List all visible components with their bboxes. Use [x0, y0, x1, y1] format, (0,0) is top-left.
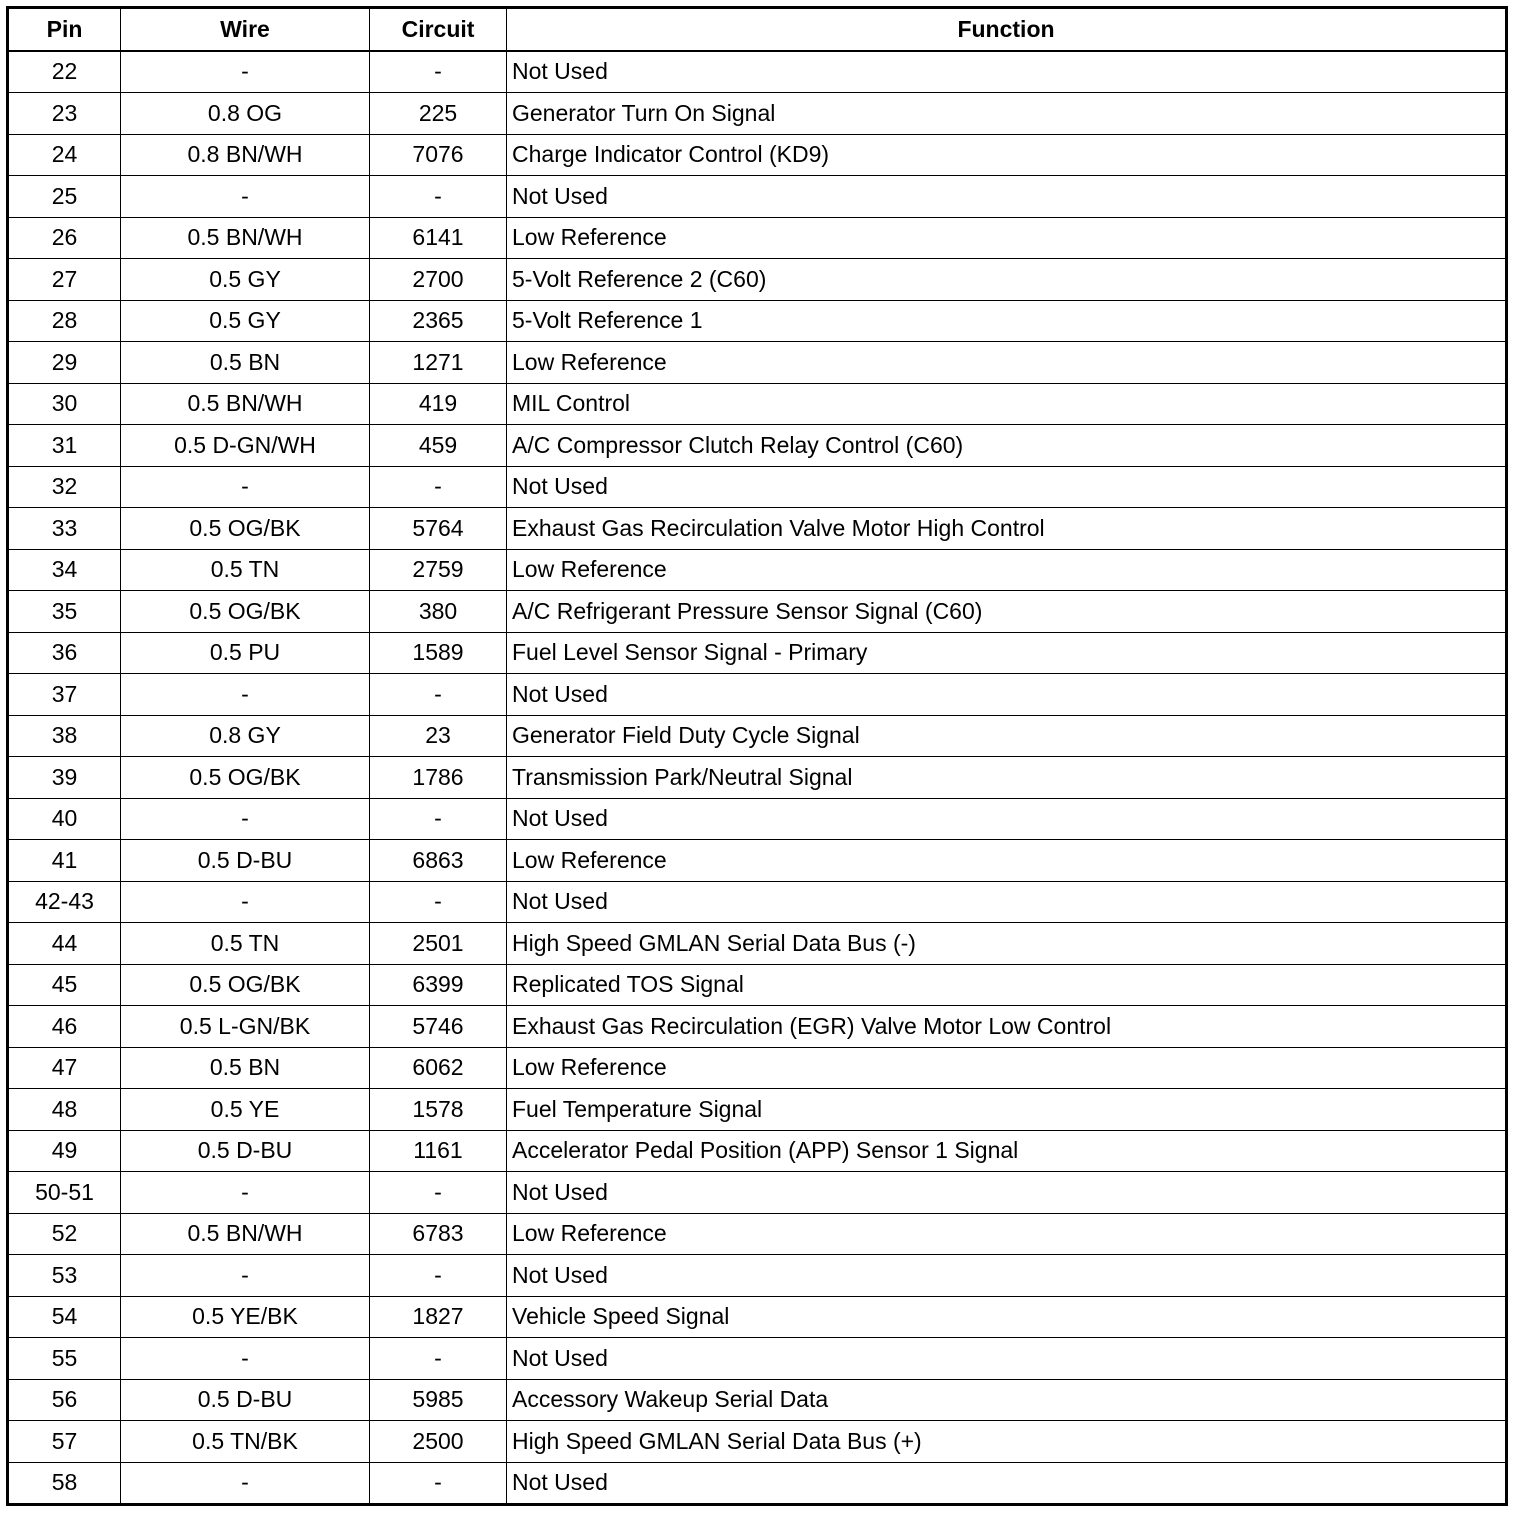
table-row: [8, 93, 1507, 135]
cell-circuit: 6062: [370, 1047, 507, 1089]
cell-circuit: 2365: [370, 300, 507, 342]
cell-wire: -: [121, 674, 370, 716]
cell-circuit: 5764: [370, 508, 507, 550]
table-header: [8, 8, 1507, 51]
cell-pin: 26: [8, 217, 121, 259]
table-row: [8, 591, 1507, 633]
cell-circuit: 419: [370, 383, 507, 425]
table-row: [8, 259, 1507, 301]
cell-function: Fuel Level Sensor Signal - Primary: [507, 632, 1507, 674]
cell-wire: -: [121, 1462, 370, 1505]
cell-wire: 0.5 OG/BK: [121, 508, 370, 550]
cell-circuit: -: [370, 1462, 507, 1505]
cell-function: Vehicle Speed Signal: [507, 1296, 1507, 1338]
table-row: [8, 300, 1507, 342]
cell-wire: 0.5 TN: [121, 923, 370, 965]
cell-wire: 0.5 TN: [121, 549, 370, 591]
cell-function: A/C Refrigerant Pressure Sensor Signal (C60): [507, 591, 1507, 633]
table-row: [8, 134, 1507, 176]
cell-circuit: 1161: [370, 1130, 507, 1172]
cell-wire: 0.5 YE: [121, 1089, 370, 1131]
table-row: [8, 798, 1507, 840]
cell-wire: 0.5 D-GN/WH: [121, 425, 370, 467]
cell-pin: 27: [8, 259, 121, 301]
cell-pin: 33: [8, 508, 121, 550]
cell-function: 5-Volt Reference 1: [507, 300, 1507, 342]
cell-wire: -: [121, 176, 370, 218]
cell-function: Not Used: [507, 798, 1507, 840]
cell-pin: 48: [8, 1089, 121, 1131]
cell-wire: 0.5 OG/BK: [121, 964, 370, 1006]
table-row: [8, 1047, 1507, 1089]
cell-wire: 0.5 D-BU: [121, 1379, 370, 1421]
cell-circuit: 6399: [370, 964, 507, 1006]
header-row: [8, 8, 1507, 51]
cell-wire: 0.5 BN: [121, 1047, 370, 1089]
cell-circuit: 459: [370, 425, 507, 467]
cell-wire: 0.5 D-BU: [121, 1130, 370, 1172]
cell-pin: 46: [8, 1006, 121, 1048]
cell-wire: 0.8 OG: [121, 93, 370, 135]
cell-function: Exhaust Gas Recirculation (EGR) Valve Motor Low Control: [507, 1006, 1507, 1048]
cell-wire: 0.5 BN/WH: [121, 217, 370, 259]
cell-wire: 0.8 BN/WH: [121, 134, 370, 176]
cell-wire: 0.5 TN/BK: [121, 1421, 370, 1463]
table-row: [8, 964, 1507, 1006]
table-row: [8, 1172, 1507, 1214]
cell-function: Replicated TOS Signal: [507, 964, 1507, 1006]
cell-function: Not Used: [507, 1338, 1507, 1380]
table-row: [8, 342, 1507, 384]
cell-wire: -: [121, 798, 370, 840]
cell-pin: 41: [8, 840, 121, 882]
cell-circuit: 6783: [370, 1213, 507, 1255]
cell-pin: 47: [8, 1047, 121, 1089]
cell-pin: 45: [8, 964, 121, 1006]
cell-wire: 0.5 GY: [121, 300, 370, 342]
table-row: [8, 715, 1507, 757]
cell-function: Transmission Park/Neutral Signal: [507, 757, 1507, 799]
table-row: [8, 1421, 1507, 1463]
header-circuit: Circuit: [370, 8, 507, 51]
cell-wire: -: [121, 1338, 370, 1380]
table-row: [8, 1338, 1507, 1380]
table-row: [8, 1462, 1507, 1505]
cell-pin: 38: [8, 715, 121, 757]
table-row: [8, 1379, 1507, 1421]
cell-wire: 0.5 YE/BK: [121, 1296, 370, 1338]
cell-wire: 0.5 BN/WH: [121, 383, 370, 425]
cell-function: Not Used: [507, 674, 1507, 716]
cell-circuit: -: [370, 1172, 507, 1214]
cell-pin: 52: [8, 1213, 121, 1255]
cell-pin: 28: [8, 300, 121, 342]
table-row: [8, 549, 1507, 591]
cell-function: 5-Volt Reference 2 (C60): [507, 259, 1507, 301]
cell-pin: 23: [8, 93, 121, 135]
cell-pin: 29: [8, 342, 121, 384]
cell-function: Generator Turn On Signal: [507, 93, 1507, 135]
cell-circuit: 23: [370, 715, 507, 757]
cell-function: Low Reference: [507, 1213, 1507, 1255]
cell-circuit: 1827: [370, 1296, 507, 1338]
cell-wire: 0.5 BN: [121, 342, 370, 384]
header-function: Function: [507, 8, 1507, 51]
cell-wire: 0.5 PU: [121, 632, 370, 674]
cell-wire: 0.5 OG/BK: [121, 757, 370, 799]
cell-function: Not Used: [507, 51, 1507, 93]
cell-circuit: 2501: [370, 923, 507, 965]
cell-function: Low Reference: [507, 1047, 1507, 1089]
cell-circuit: -: [370, 881, 507, 923]
cell-function: Not Used: [507, 1172, 1507, 1214]
cell-pin: 32: [8, 466, 121, 508]
cell-circuit: -: [370, 466, 507, 508]
cell-pin: 30: [8, 383, 121, 425]
cell-circuit: 1786: [370, 757, 507, 799]
cell-wire: -: [121, 51, 370, 93]
cell-pin: 37: [8, 674, 121, 716]
cell-function: Low Reference: [507, 549, 1507, 591]
cell-pin: 36: [8, 632, 121, 674]
table-row: [8, 757, 1507, 799]
cell-circuit: 5746: [370, 1006, 507, 1048]
cell-wire: -: [121, 1172, 370, 1214]
cell-wire: 0.8 GY: [121, 715, 370, 757]
table-row: [8, 425, 1507, 467]
cell-function: High Speed GMLAN Serial Data Bus (+): [507, 1421, 1507, 1463]
cell-pin: 22: [8, 51, 121, 93]
cell-pin: 39: [8, 757, 121, 799]
cell-pin: 31: [8, 425, 121, 467]
cell-pin: 55: [8, 1338, 121, 1380]
cell-function: Accessory Wakeup Serial Data: [507, 1379, 1507, 1421]
cell-circuit: 5985: [370, 1379, 507, 1421]
table-row: [8, 1006, 1507, 1048]
cell-circuit: 380: [370, 591, 507, 633]
cell-function: MIL Control: [507, 383, 1507, 425]
cell-circuit: -: [370, 674, 507, 716]
cell-function: Not Used: [507, 881, 1507, 923]
cell-function: Accelerator Pedal Position (APP) Sensor 1 Signal: [507, 1130, 1507, 1172]
cell-pin: 49: [8, 1130, 121, 1172]
cell-function: Not Used: [507, 176, 1507, 218]
cell-circuit: -: [370, 1255, 507, 1297]
cell-circuit: -: [370, 798, 507, 840]
table-row: [8, 840, 1507, 882]
cell-wire: -: [121, 466, 370, 508]
cell-pin: 24: [8, 134, 121, 176]
cell-circuit: -: [370, 1338, 507, 1380]
cell-function: Low Reference: [507, 217, 1507, 259]
cell-circuit: 2759: [370, 549, 507, 591]
cell-circuit: 1578: [370, 1089, 507, 1131]
cell-pin: 57: [8, 1421, 121, 1463]
cell-function: Not Used: [507, 466, 1507, 508]
cell-pin: 34: [8, 549, 121, 591]
cell-wire: 0.5 D-BU: [121, 840, 370, 882]
cell-wire: 0.5 BN/WH: [121, 1213, 370, 1255]
cell-circuit: 7076: [370, 134, 507, 176]
cell-pin: 40: [8, 798, 121, 840]
cell-function: Exhaust Gas Recirculation Valve Motor High Control: [507, 508, 1507, 550]
cell-circuit: 225: [370, 93, 507, 135]
table-row: [8, 217, 1507, 259]
table-row: [8, 881, 1507, 923]
table-row: [8, 923, 1507, 965]
table-row: [8, 1213, 1507, 1255]
table-row: [8, 632, 1507, 674]
cell-circuit: -: [370, 176, 507, 218]
cell-function: Not Used: [507, 1462, 1507, 1505]
cell-circuit: 1271: [370, 342, 507, 384]
table-row: [8, 1296, 1507, 1338]
cell-pin: 35: [8, 591, 121, 633]
cell-circuit: 2700: [370, 259, 507, 301]
cell-pin: 50-51: [8, 1172, 121, 1214]
cell-pin: 42-43: [8, 881, 121, 923]
cell-pin: 54: [8, 1296, 121, 1338]
cell-wire: 0.5 OG/BK: [121, 591, 370, 633]
cell-circuit: -: [370, 51, 507, 93]
cell-function: Generator Field Duty Cycle Signal: [507, 715, 1507, 757]
table-row: [8, 1130, 1507, 1172]
cell-pin: 25: [8, 176, 121, 218]
cell-function: Low Reference: [507, 342, 1507, 384]
table-row: [8, 466, 1507, 508]
cell-wire: 0.5 L-GN/BK: [121, 1006, 370, 1048]
cell-function: Fuel Temperature Signal: [507, 1089, 1507, 1131]
table-body: [8, 51, 1507, 1505]
table-row: [8, 1255, 1507, 1297]
table-row: [8, 1089, 1507, 1131]
cell-circuit: 2500: [370, 1421, 507, 1463]
cell-function: Not Used: [507, 1255, 1507, 1297]
cell-pin: 56: [8, 1379, 121, 1421]
header-wire: Wire: [121, 8, 370, 51]
cell-function: A/C Compressor Clutch Relay Control (C60): [507, 425, 1507, 467]
cell-pin: 58: [8, 1462, 121, 1505]
cell-circuit: 6141: [370, 217, 507, 259]
cell-circuit: 1589: [370, 632, 507, 674]
cell-wire: -: [121, 1255, 370, 1297]
cell-function: Low Reference: [507, 840, 1507, 882]
table-row: [8, 674, 1507, 716]
cell-function: Charge Indicator Control (KD9): [507, 134, 1507, 176]
table-row: [8, 508, 1507, 550]
table-row: [8, 176, 1507, 218]
cell-wire: 0.5 GY: [121, 259, 370, 301]
pinout-table: [6, 6, 1508, 1506]
cell-function: High Speed GMLAN Serial Data Bus (-): [507, 923, 1507, 965]
cell-pin: 53: [8, 1255, 121, 1297]
header-pin: Pin: [8, 8, 121, 51]
cell-wire: -: [121, 881, 370, 923]
cell-pin: 44: [8, 923, 121, 965]
table-row: [8, 383, 1507, 425]
cell-circuit: 6863: [370, 840, 507, 882]
table-row: [8, 51, 1507, 93]
